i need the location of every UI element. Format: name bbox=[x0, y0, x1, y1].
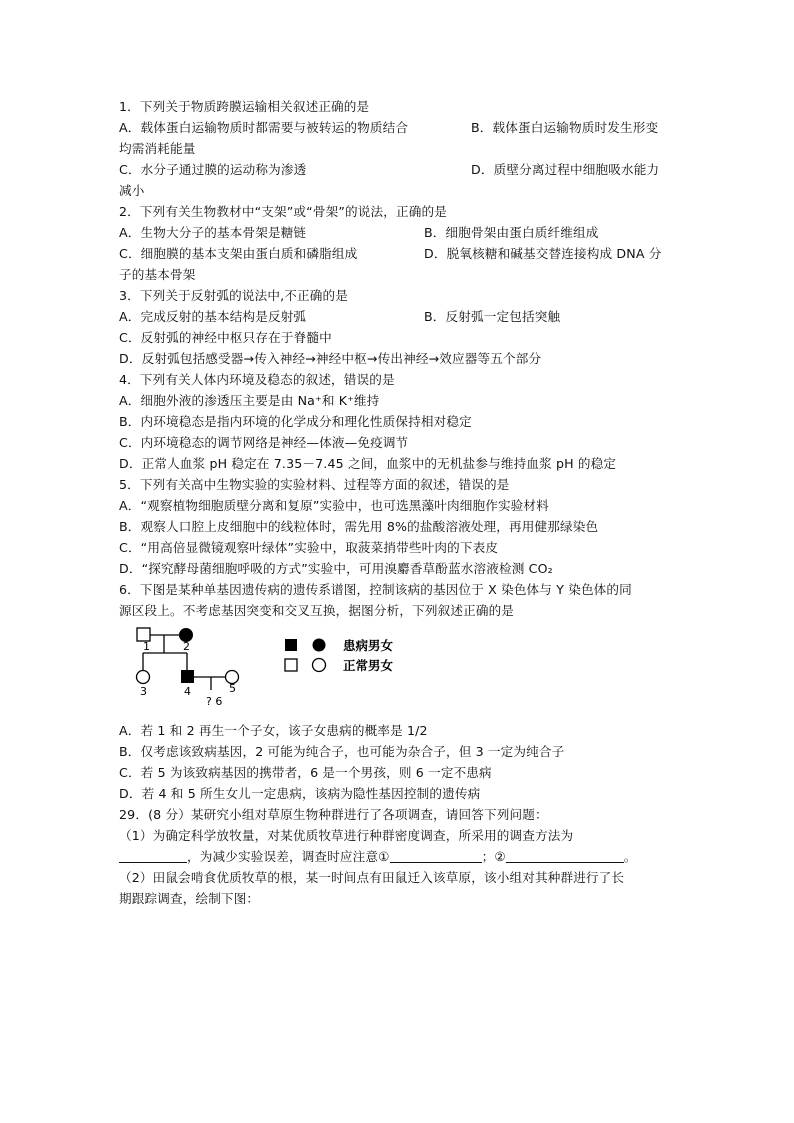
legend-affected-female-swatch bbox=[313, 639, 326, 652]
q6-option-c: C．若 5 为该致病基因的携带者，6 是一个男孩，则 6 一定不患病 bbox=[119, 765, 492, 780]
q1-stem: 1．下列关于物质跨膜运输相关叙述正确的是 bbox=[119, 99, 370, 114]
q3-stem: 3．下列关于反射弧的说法中,不正确的是 bbox=[119, 288, 348, 303]
q4-stem: 4．下列有关人体内环境及稳态的叙述，错误的是 bbox=[119, 372, 395, 387]
label-2: 2 bbox=[183, 640, 190, 653]
label-5: 5 bbox=[229, 682, 236, 695]
q29-part2-line2: 期跟踪调查，绘制下图： bbox=[119, 891, 260, 906]
legend-affected-male-swatch bbox=[285, 639, 297, 651]
q6-stem-line2: 源区段上。不考虑基因突变和交叉互换，据图分析，下列叙述正确的是 bbox=[119, 603, 515, 618]
q6-stem-line1: 6．下图是某种单基因遗传病的遗传系谱图，控制该病的基因位于 X 染色体与 Y 染色体的同 bbox=[119, 582, 632, 597]
q1-option-d: D．质壁分离过程中细胞吸水能力 bbox=[471, 162, 660, 177]
q6-option-b: B．仅考虑该致病基因，2 可能为纯合子，也可能为杂合子，但 3 一定为纯合子 bbox=[119, 744, 565, 759]
q1-option-b-continued: 均需消耗能量 bbox=[119, 141, 196, 156]
legend-normal-male-swatch bbox=[285, 659, 297, 671]
answer-blank-1[interactable] bbox=[390, 848, 482, 863]
q2-option-d-continued: 子的基本骨架 bbox=[119, 267, 196, 282]
q29-part1-line2 bbox=[119, 847, 637, 867]
q5-option-d: D．“探究酵母菌细胞呼吸的方式”实验中，可用溴麝香草酚蓝水溶液检测 CO₂ bbox=[119, 561, 553, 576]
q29-part2-line1: （2）田鼠会啃食优质牧草的根，某一时间点有田鼠迁入该草原，该小组对其种群进行了长 bbox=[119, 870, 625, 885]
q5-option-b: B．观察人口腔上皮细胞中的线粒体时，需先用 8%的盐酸溶液处理，再用健那绿染色 bbox=[119, 519, 599, 534]
q2-stem: 2．下列有关生物教材中“支架”或“骨架”的说法，正确的是 bbox=[119, 204, 447, 219]
q2-option-c: C．细胞膜的基本支架由蛋白质和磷脂组成 bbox=[119, 246, 358, 261]
legend-affected-label: 患病男女 bbox=[343, 638, 394, 653]
q3-option-d: D．反射弧包括感受器→传入神经→神经中枢→传出神经→效应器等五个部分 bbox=[119, 351, 542, 366]
q29-stem: 29．(8 分）某研究小组对草原生物种群进行了各项调查，请回答下列问题： bbox=[119, 807, 548, 822]
pedigree-individual-3 bbox=[137, 671, 150, 684]
label-3: 3 bbox=[140, 685, 147, 698]
q4-option-b: B．内环境稳态是指内环境的化学成分和理化性质保持相对稳定 bbox=[119, 414, 472, 429]
q2-option-a: A．生物大分子的基本骨架是糖链 bbox=[119, 225, 307, 240]
legend-normal-female-swatch bbox=[313, 659, 326, 672]
q3-option-c: C．反射弧的神经中枢只存在于脊髓中 bbox=[119, 330, 332, 345]
pedigree-chart bbox=[120, 624, 420, 712]
q6-option-a: A．若 1 和 2 再生一个子女，该子女患病的概率是 1/2 bbox=[119, 723, 428, 738]
q1-option-c: C．水分子通过膜的运动称为渗透 bbox=[119, 162, 307, 177]
label-6: ? 6 bbox=[206, 695, 223, 708]
label-4: 4 bbox=[184, 685, 191, 698]
answer-blank-method[interactable] bbox=[119, 848, 187, 863]
q5-option-c: C．“用高倍显微镜观察叶绿体”实验中，取菠菜捎带些叶肉的下表皮 bbox=[119, 540, 499, 555]
q1-option-a: A．载体蛋白运输物质时都需要与被转运的物质结合 bbox=[119, 120, 409, 135]
q5-option-a: A．“观察植物细胞质壁分离和复原”实验中，也可选黑藻叶肉细胞作实验材料 bbox=[119, 498, 549, 513]
q1-option-d-continued: 减小 bbox=[119, 183, 145, 198]
q29-part1-mid: ，为减少实验误差，调查时应注意① bbox=[187, 849, 390, 864]
q4-option-d: D．正常人血浆 pH 稳定在 7.35－7.45 之间，血浆中的无机盐参与维持血浆 pH 的稳定 bbox=[119, 456, 617, 471]
legend-normal-label: 正常男女 bbox=[343, 658, 394, 673]
q3-option-b: B．反射弧一定包括突触 bbox=[424, 309, 561, 324]
q29-part1-line1: （1）为确定科学放牧量，对某优质牧草进行种群密度调查，所采用的调查方法为 bbox=[119, 828, 574, 843]
q1-option-b: B．载体蛋白运输物质时发生形变 bbox=[471, 120, 659, 135]
q4-option-c: C．内环境稳态的调节网络是神经—体液—免疫调节 bbox=[119, 435, 409, 450]
q29-part1-end: 。 bbox=[623, 849, 637, 864]
q3-option-a: A．完成反射的基本结构是反射弧 bbox=[119, 309, 307, 324]
q2-option-d: D．脱氧核糖和碱基交替连接构成 DNA 分 bbox=[424, 246, 662, 261]
q5-stem: 5．下列有关高中生物实验的实验材料、过程等方面的叙述，错误的是 bbox=[119, 477, 510, 492]
pedigree-individual-4 bbox=[181, 670, 194, 683]
answer-blank-2[interactable] bbox=[506, 848, 624, 863]
q6-option-d: D．若 4 和 5 所生女儿一定患病，该病为隐性基因控制的遗传病 bbox=[119, 786, 481, 801]
q2-option-b: B．细胞骨架由蛋白质纤维组成 bbox=[424, 225, 599, 240]
q29-part1-sep: ；② bbox=[481, 849, 506, 864]
label-1: 1 bbox=[143, 640, 150, 653]
q4-option-a: A．细胞外液的渗透压主要是由 Na⁺和 K⁺维持 bbox=[119, 393, 380, 408]
